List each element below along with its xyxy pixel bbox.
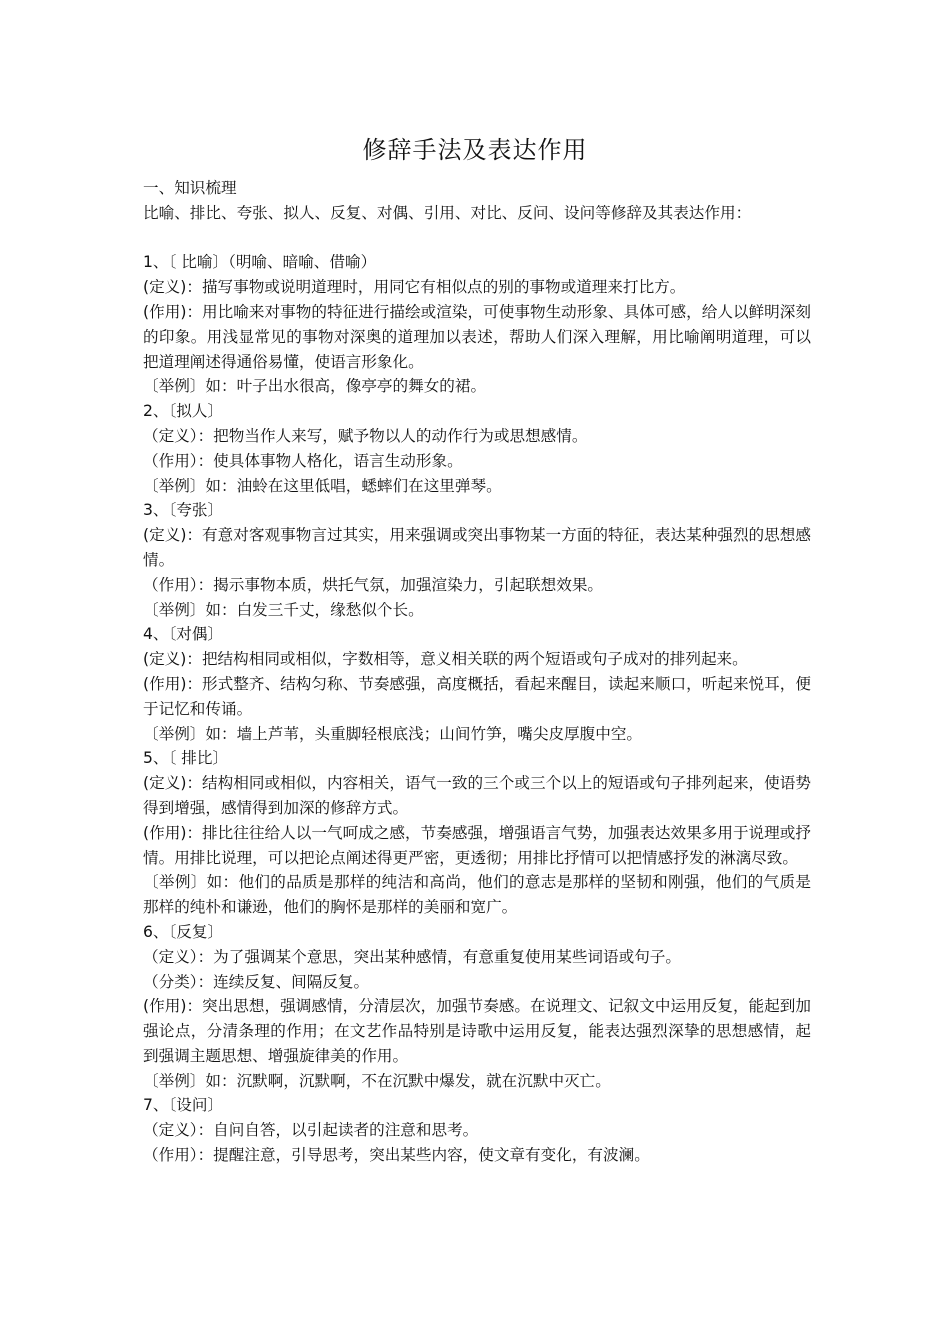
definition-text: (定义)：结构相同或相似，内容相关，语气一致的三个或三个以上的短语或句子排列起来，使语势得到增强，感情得到加深的修辞方式。 — [143, 774, 811, 817]
intro-summary: 比喻、排比、夸张、拟人、反复、对偶、引用、对比、反问、设问等修辞及其表达作用： — [143, 203, 752, 222]
document-body — [143, 176, 811, 1168]
section-metaphor — [143, 250, 811, 399]
example-text: 〔举例〕如：白发三千丈，缘愁似个长。 — [143, 600, 424, 619]
section-parallelism — [143, 746, 811, 920]
function-text: （作用）：使具体事物人格化，语言生动形象。 — [143, 451, 463, 470]
example-text: 〔举例〕如：他们的品质是那样的纯洁和高尚，他们的意志是那样的坚韧和刚强，他们的气质是那样的纯朴和谦逊，他们的胸怀是那样的美丽和宽广。 — [143, 873, 811, 917]
section-hyperbole — [143, 498, 811, 622]
section-heading: 6、〔反复〕 — [143, 922, 224, 941]
definition-text: （定义）：自问自答，以引起读者的注意和思考。 — [143, 1121, 479, 1140]
function-text: (作用)：排比往往给人以一气呵成之感，节奏感强，增强语言气势，加强表达效果多用于说理或抒情。用排比说理，可以把论点阐述得更严密，更透彻；用排比抒情可以把情感抒发的淋漓尽致。 — [143, 823, 811, 867]
section-heading: 4、〔对偶〕 — [143, 625, 224, 644]
section-personification — [143, 399, 811, 498]
function-text: （作用）：提醒注意，引导思考，突出某些内容，使文章有变化，有波澜。 — [143, 1146, 650, 1165]
definition-text: （定义）：把物当作人来写，赋予物以人的动作行为或思想感情。 — [143, 426, 588, 445]
example-text: 〔举例〕如：沉默啊，沉默啊，不在沉默中爆发，就在沉默中灭亡。 — [143, 1071, 611, 1090]
blank-line — [143, 226, 811, 251]
section-repetition — [143, 920, 811, 1094]
section-heading: 7、〔设问〕 — [143, 1096, 224, 1115]
example-text: 〔举例〕如：墙上芦苇，头重脚轻根底浅；山间竹笋，嘴尖皮厚腹中空。 — [143, 724, 643, 743]
definition-text: (定义)：描写事物或说明道理时，用同它有相似点的别的事物或道理来打比方。 — [143, 278, 686, 297]
classification-text: （分类）：连续反复、间隔反复。 — [143, 972, 370, 991]
section-heading: 2、〔拟人〕 — [143, 402, 224, 421]
section-heading: 5、〔 排比〕 — [143, 749, 229, 768]
section-heading: 3、〔夸张〕 — [143, 501, 224, 520]
definition-text: (定义)：把结构相同或相似，字数相等，意义相关联的两个短语或句子成对的排列起来。 — [143, 650, 748, 669]
example-text: 〔举例〕如：油蛉在这里低唱，蟋蟀们在这里弹琴。 — [143, 476, 502, 495]
function-text: (作用)：突出思想，强调感情，分清层次，加强节奏感。在说理文、记叙文中运用反复，能起到加强论点，分清条理的作用；在文艺作品特别是诗歌中运用反复，能表达强烈深挚的思想感情，起到强调主题思想、增强旋律美的作用。 — [143, 997, 811, 1065]
section-heading-knowledge: 一、知识梳理 — [143, 179, 237, 197]
function-text: (作用)：形式整齐、结构匀称、节奏感强，高度概括，看起来醒目，读起来顺口，听起来悦耳，便于记忆和传诵。 — [143, 674, 811, 718]
function-text: （作用）：揭示事物本质，烘托气氛，加强渲染力，引起联想效果。 — [143, 575, 604, 594]
definition-text: (定义)：有意对客观事物言过其实，用来强调或突出事物某一方面的特征，表达某种强烈的思想感情。 — [143, 526, 811, 569]
section-heading: 1、〔 比喻〕（明喻、暗喻、借喻） — [143, 253, 377, 272]
document-title: 修辞手法及表达作用 — [362, 136, 588, 164]
definition-text: （定义）：为了强调某个意思，突出某种感情，有意重复使用某些词语或句子。 — [143, 947, 681, 966]
example-text: 〔举例〕如：叶子出水很高，像亭亭的舞女的裙。 — [143, 377, 487, 396]
section-antithesis — [143, 622, 811, 746]
function-text: (作用)：用比喻来对事物的特征进行描绘或渲染，可使事物生动形象、具体可感，给人以鲜明深刻的印象。用浅显常见的事物对深奥的道理加以表述，帮助人们深入理解，用比喻阐明道理，可以把道理阐述得通俗易懂，使语言形象化。 — [143, 302, 811, 371]
section-rhetorical-question — [143, 1093, 811, 1167]
